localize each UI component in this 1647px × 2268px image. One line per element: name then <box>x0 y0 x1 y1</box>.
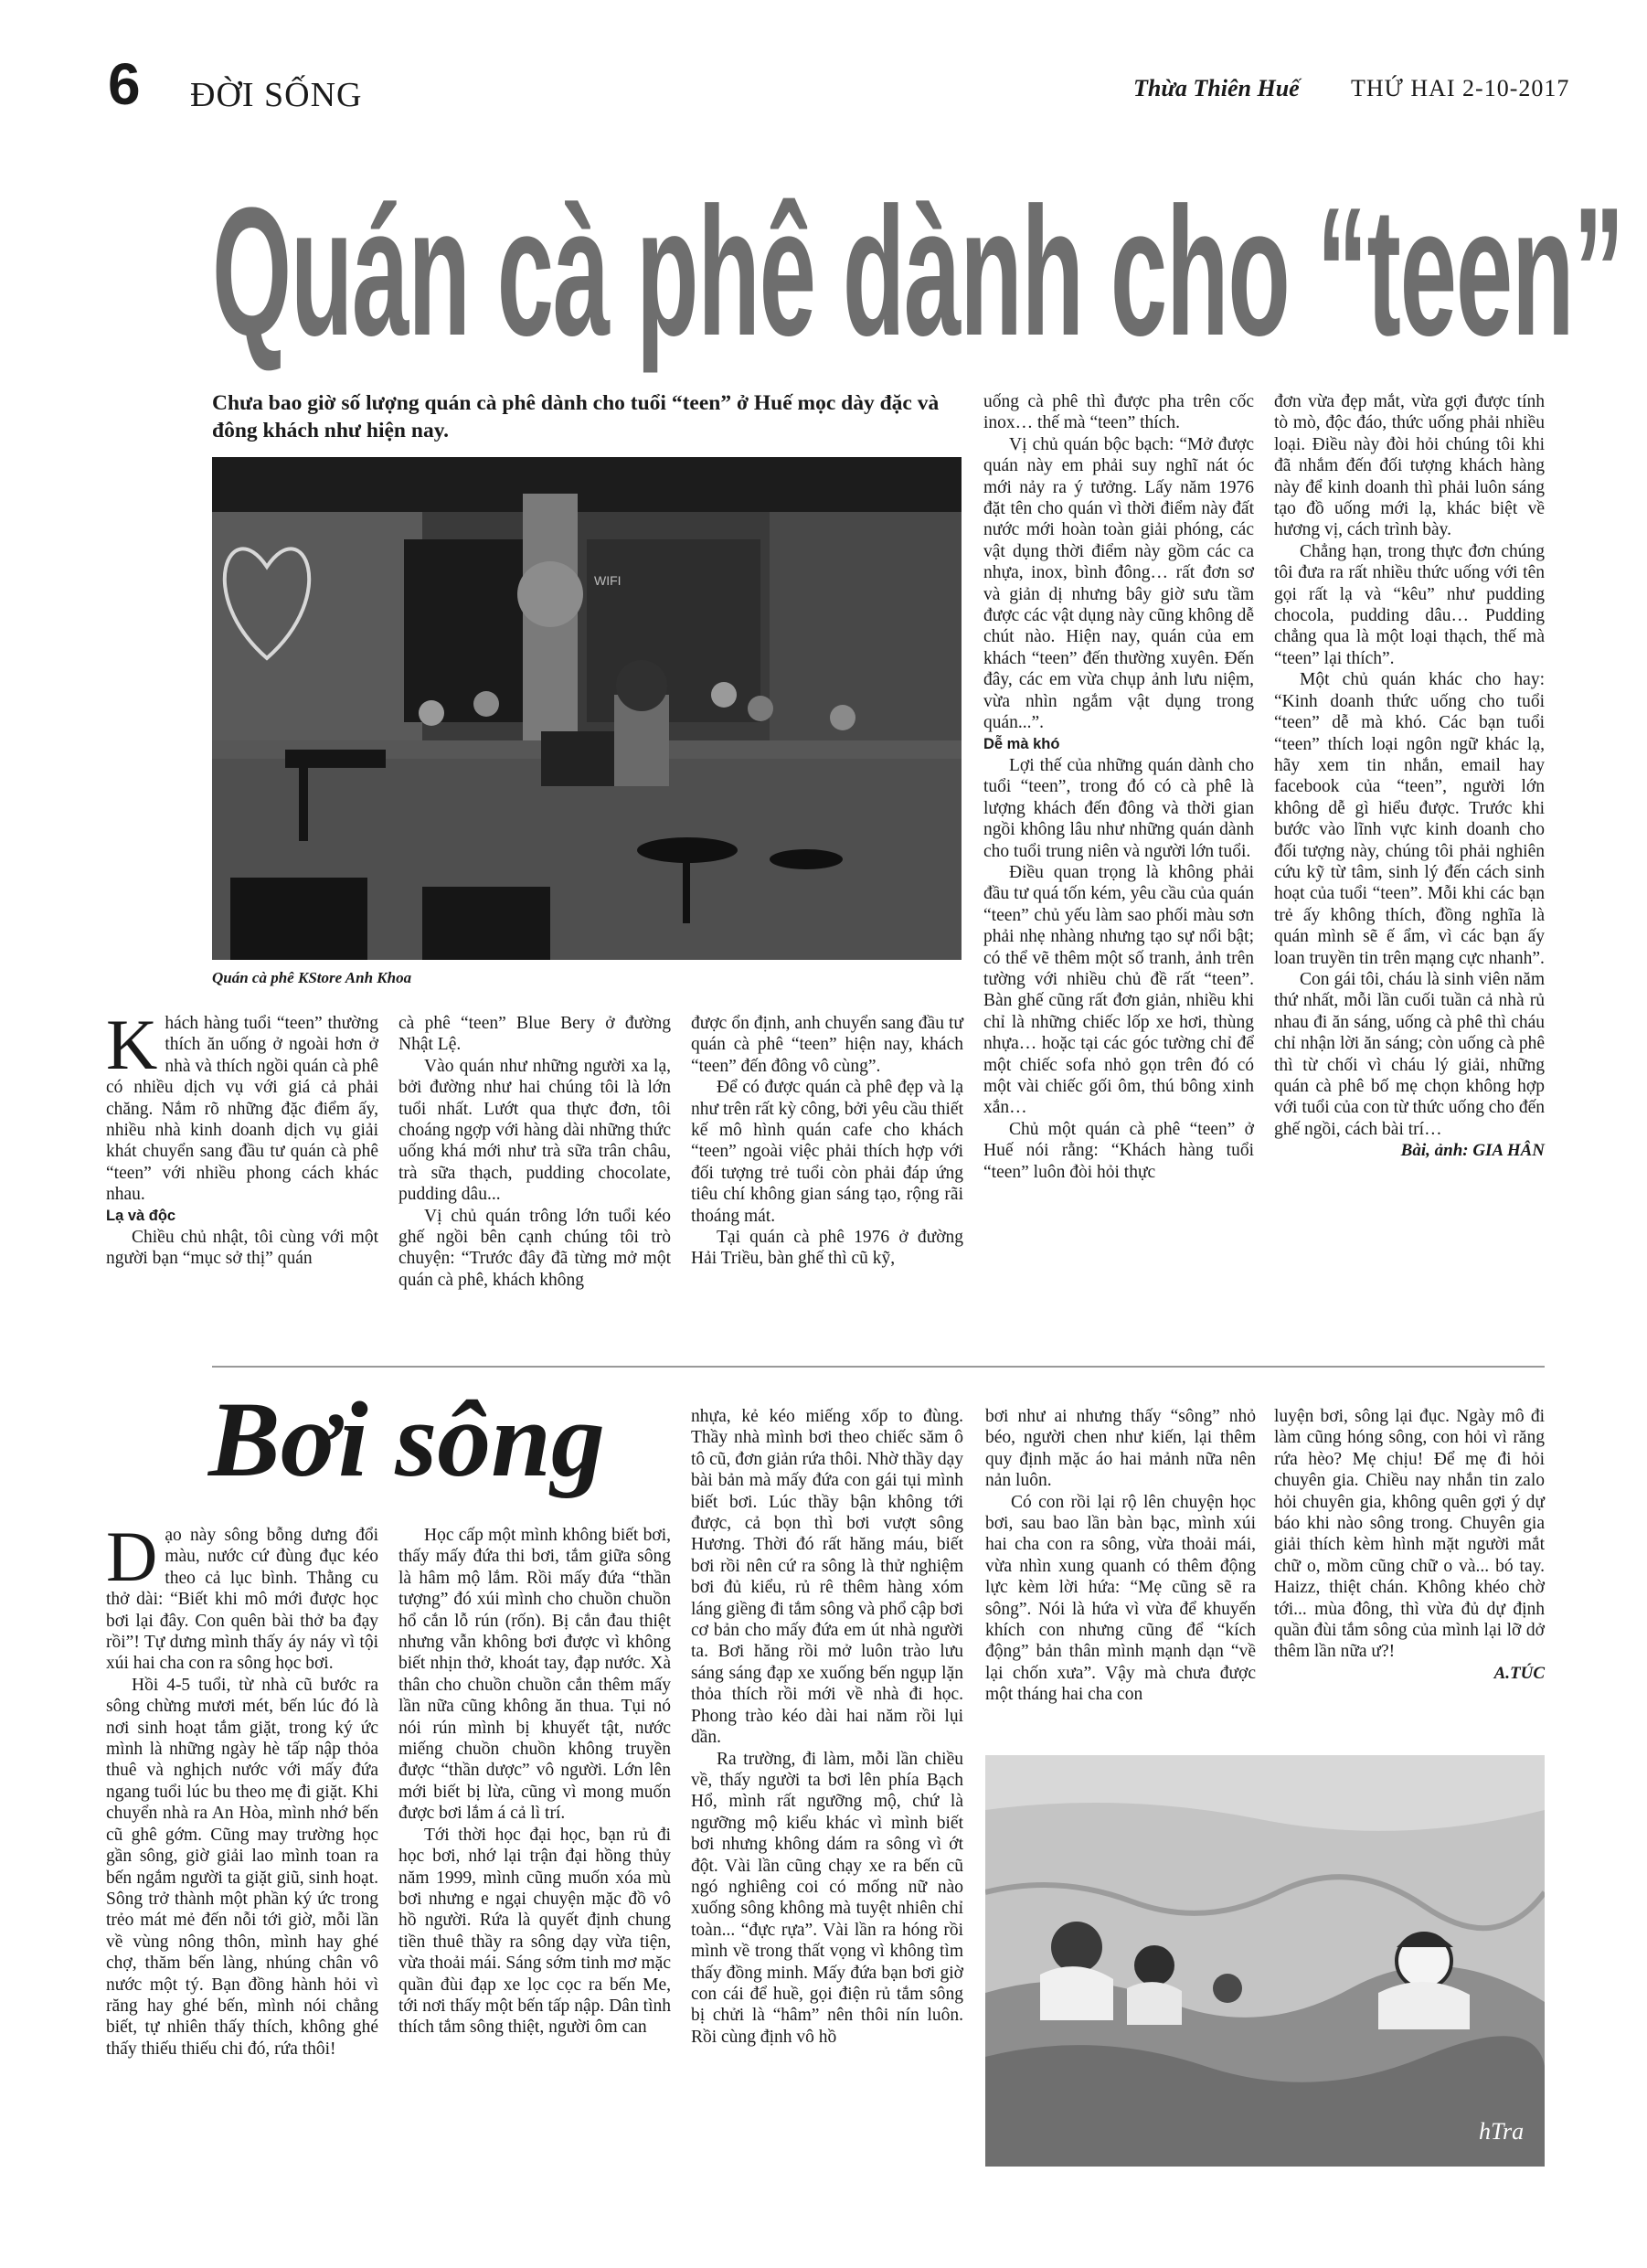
article-lede: Chưa bao giờ số lượng quán cà phê dành cho tuổi “teen” ở Huế mọc dày đặc và đông khách như hiện nay. <box>212 391 940 442</box>
paragraph: luyện bơi, sông lại đục. Ngày mô đi làm cũng hóng sông, con hỏi vì răng rứa hèo? Mẹ chịu! Để mẹ đi hỏi chuyên gia. Chiều nay nhắn tin zalo hỏi chuyên gia, không quên gợi ý dự báo khi nào sông trong. Chuyên gia giải thích kèm hình mặt người mắt chữ o, mồm cũng chữ o và... bó tay. Haizz, thiệt chán. Không khéo chờ tới... mùa đông, thì vừa đủ dự định quần đùi tắm sông của mình lại lỡ dở thêm lần nữa ư?! <box>1274 1407 1545 1662</box>
newspaper-name: Thừa Thiên Huế <box>1133 75 1300 101</box>
article-headline: Bơi sông <box>208 1379 605 1499</box>
paragraph: cà phê “teen” Blue Bery ở đường Nhật Lệ. <box>398 1014 671 1055</box>
article1-column-5 <box>1274 391 1545 1162</box>
article2-column-4 <box>985 1406 1256 1706</box>
paragraph: Học cấp một mình không biết bơi, thấy mấy đứa thi bơi, tắm giữa sông là hâm mộ lắm. Rồi mấy đứa “thần tượng” đó xúi mình cho chuồn chuồn hổ cắn lỗ rún (rốn). Bị cắn đau thiệt nhưng vẫn không bơi được vì không biết nhịn thở, khoát tay, đạp nước. Xà thân cho chuồn chuồn cắn thêm mấy lần nữa cũng không ăn thua. Tụi nó nói rún mình bị khuyết tật, nước miếng chuồn chuồn không truyền được “thần dược” vô người. Lớn lên mới biết bị lừa, cũng vì mong muốn được bơi lắm á cả lì trí. <box>398 1526 671 1824</box>
article1-column-4 <box>983 391 1254 1183</box>
paragraph: Tới thời học đại học, bạn rủ đi học bơi, nhớ lại trận đại hồng thủy năm 1999, mình cũng muốn xóa mù bơi nhưng e ngại chuyện mặc đồ vô hồ người. Rứa là quyết định chung tiền thuê thầy ra sông dạy vừa tiện, vừa thoải mái. Sáng sớm tinh mơ mặc quần đùi đạp xe lọc cọc ra bến Me, tới nơi thấy một bến tấp nập. Dân tình thích tắm sông thiệt, người ôm can <box>398 1825 671 2038</box>
paragraph: đơn vừa đẹp mắt, vừa gợi được tính tò mò, độc đáo, thức uống phải nhiều loại. Điều này đòi hỏi chúng tôi khi đã nhắm đến đối tượng khách hàng này để kinh doanh thì phải luôn sáng tạo đồ uống mới lạ, khác biệt về hương vị, cách trình bày. <box>1274 392 1545 540</box>
article2-column-1 <box>106 1517 378 2060</box>
paragraph: Có con rồi lại rộ lên chuyện học bơi, sau bao lần bàn bạc, mình xúi hai cha con ra sông, vừa thoải mái, vừa nhìn xung quanh có thêm động lực kèm lời hứa: “Mẹ cũng sẽ ra sông”. Nói là hứa vì vừa để khuyến khích con nhưng cũng để “kích động” bản thân mình mạnh dạn “về lại chốn xưa”. Vậy mà chưa được một tháng hai cha con <box>985 1492 1256 1705</box>
photo-caption: Quán cà phê KStore Anh Khoa <box>212 969 412 986</box>
paragraph: ạo này sông bỗng dưng đổi màu, nước cứ đùng đục kéo theo cả lục bình. Thằng cu thở dài: “Biết khi mô mới được học bơi lại đây. Con quên bài thở ba đạy rồi”! Tự dưng mình thấy áy náy vì tội xúi hai cha con ra sông học bơi. <box>106 1526 378 1674</box>
article2-column-5 <box>1274 1406 1545 1684</box>
paragraph: uống cà phê thì được pha trên cốc inox… thế mà “teen” thích. <box>983 392 1254 433</box>
paragraph: hách hàng tuổi “teen” thường thích ăn uống ở ngoài hơn ở nhà và thích ngồi quán cà phê có nhiều dịch vụ với giá cả phải chăng. Nắm rõ những đặc điểm ấy, nhiều nhà kinh doanh dịch vụ giải khát chuyển sang đầu tư quán cà phê “teen” với nhiều phong cách khác nhau. <box>106 1014 378 1205</box>
paragraph: Vị chủ quán bộc bạch: “Mở được quán này em phải suy nghĩ nát óc mới nảy ra ý tưởng. Lấy năm 1976 đặt tên cho quán vì thời điểm này đất nước mới hoàn toàn giải phóng, các vật dụng thời điểm này gồm các ca nhựa, inox, bình đông… rất đơn sơ và giản dị nhưng bây giờ sưu tầm được các vật dụng này cũng không dễ chút nào. Hiện nay, quán của em khách “teen” đến thường xuyên. Đến đây, các em vừa chụp ảnh lưu niệm, vừa nhìn ngắm vật dụng trong quán...”. <box>983 434 1254 733</box>
paragraph: Lợi thế của những quán dành cho tuổi “teen”, trong đó có cà phê là lượng khách đến đông và thời gian ngồi không lâu như những quán dành cho tuổi trung niên và người lớn tuổi. <box>983 755 1254 861</box>
cafe-photo <box>212 457 962 960</box>
article1-column-1 <box>106 1005 378 1270</box>
subheading: Dễ mà khó <box>983 735 1060 752</box>
paragraph: được ổn định, anh chuyển sang đầu tư quán cà phê “teen” hiện nay, khách “teen” đến đông vô cùng”. <box>691 1014 963 1076</box>
paragraph: Vị chủ quán trông lớn tuổi kéo ghế ngồi bên cạnh chúng tôi trò chuyện: “Trước đây đã từng mở một quán cà phê, khách không <box>398 1206 671 1290</box>
section-name: ĐỜI SỐNG <box>190 76 363 114</box>
dropcap: K <box>106 1005 158 1084</box>
paragraph: Để có được quán cà phê đẹp và lạ như trên rất kỳ công, bởi yêu cầu thiết kế mô hình quán cafe cho khách “teen” ngoài việc phải thích hợp với đối tượng trẻ tuổi còn phải đáp ứng tiêu chí không gian sáng tạo, rộng rãi thoáng mát. <box>691 1078 963 1226</box>
issue-date: THỨ HAI 2-10-2017 <box>1351 75 1570 101</box>
paragraph: Tại quán cà phê 1976 ở đường Hải Triều, bàn ghế thì cũ kỹ, <box>691 1228 963 1269</box>
paragraph: Chủ một quán cà phê “teen” ở Huế nói rằng: “Khách hàng tuổi “teen” luôn đòi hỏi thực <box>983 1119 1254 1182</box>
article1-column-2 <box>398 1013 671 1291</box>
byline: Bài, ảnh: GIA HÂN <box>1400 1141 1545 1161</box>
page-number: 6 <box>108 51 141 117</box>
swimming-illustration <box>985 1755 1545 2167</box>
illustration-signature: hTra <box>1479 2118 1525 2145</box>
paragraph: Hồi 4-5 tuổi, từ nhà cũ bước ra sông chừng mươi mét, bến lúc đó là nơi sinh hoạt tắm giặt, trong ký ức mình là những ngày hè tấp nập thỏa thuê và nghịch nước với mấy đứa ngang tuổi lúc bu theo mẹ đi giặt. Khi chuyển nhà ra An Hòa, mình nhớ bến cũ ghê gớm. Cũng may trường học gần sông, giờ giải lao mình toan ra bến ngắm người ta giặt giũ, sinh hoạt. Sông trở thành một phần ký ức trong trẻo mát mẻ đến nỗi tới giờ, mỗi lần về vùng nông thôn, mình hay ghé chợ, thăm bến làng, nhúng chân vô nước một tý. Bạn đồng hành hỏi vì răng hay ghé bến, mình nói chẳng biết, tự nhiên thấy thích, không ghé thấy thiếu thiếu chi đó, rứa thôi! <box>106 1675 378 2059</box>
article-headline: Quán cà phê dành cho “teen” <box>212 170 1624 374</box>
paragraph: Ra trường, đi làm, mỗi lần chiều về, thấy người ta bơi lên phía Bạch Hổ, mình rất ngưỡng mộ, chứ là ngưỡng mộ kiểu khác vì mình biết bơi nhưng không dám ra sông vì ớt đột. Vài lần cũng chạy xe ra bến cũ ngó nghiêng coi có mống nữ nào xuống sông không mà tuyệt nhiên chỉ toàn... “đực rựa”. Vài lần ra hóng rồi mình về trong thất vọng vì không tìm thấy đồng minh. Mấy đứa bạn bơi giờ con cái để huề, gọi điện rủ tắm sông bị chửi là “hâm” nên thôi nín luôn. Rồi cùng định vô hồ <box>691 1749 963 2047</box>
subheading: Lạ và độc <box>106 1207 176 1224</box>
article2-column-2 <box>398 1525 671 2039</box>
section-divider <box>212 1366 1545 1368</box>
paragraph: Vào quán như những người xa lạ, bởi đường như hai chúng tôi là lớn tuổi nhất. Lướt qua thực đơn, tôi choáng ngợp với hàng dài những thức uống khá mới như trà sữa trân châu, trà sữa thạch, pudding chocolate, pudding dâu... <box>398 1056 671 1205</box>
paragraph: Điều quan trọng là không phải đầu tư quá tốn kém, yêu cầu của quán “teen” chủ yếu làm sao phối màu sơn phải nhẹ nhàng nhưng tạo sự nổi bật; có thể vẽ thêm một số tranh, ảnh trên tường với nhiều chủ đề rất “teen”. Bàn ghế cũng rất đơn giản, nhiều khi chỉ là những chiếc lốp xe hơi, thùng nhựa… hoặc tại các góc tường chỉ để một chiếc sofa nhỏ gọn trên đó có một vài chiếc gối ôm, thú bông xinh xắn… <box>983 862 1254 1118</box>
byline: A.TÚC <box>1493 1663 1545 1683</box>
article1-column-3 <box>691 1013 963 1270</box>
paragraph: Một chủ quán khác cho hay: “Kinh doanh thức uống cho tuổi “teen” dễ mà khó. Các bạn tuổi “teen” thích loại ngôn ngữ khác lạ, hãy xem tin nhắn, email hay facebook của “teen”, người lớn không dễ gì hiểu được. Trước khi bước vào lĩnh vực kinh doanh cho đối tượng này, chúng tôi phải nghiên cứu kỹ từ tâm, sinh lý đến cách sinh hoạt của tuổi “teen”. Mỗi khi các bạn trẻ ấy không thích, đồng nghĩa là quán mình sẽ ế ẩm, vì các bạn ấy loan truyền tin trên mạng cực nhanh”. <box>1274 670 1545 968</box>
paragraph: nhựa, kẻ kéo miếng xốp to đùng. Thầy nhà mình bơi theo chiếc săm ô tô cũ, đơn giản rứa thôi. Nhờ thầy dạy bài bản mà mấy đứa con gái tụi mình biết bơi. Lúc thầy bận không tới được, cả bọn thì bơi vượt sông Hương. Thời đó rất hăng máu, biết bơi rồi nên cứ ra sông là thử nghiệm bơi đủ kiểu, rủ rê thêm hàng xóm láng giềng đi tắm sông và phổ cập bơi cơ bản cho mấy đứa em út nhà người ta. Bơi hăng rồi mở luôn trào lưu sáng sáng đạp xe xuống bến ngụp lặn thỏa thích rồi mới về nhà đi học. Phong trào kéo dài hai năm rồi lụi dần. <box>691 1407 963 1748</box>
paragraph: bơi như ai nhưng thấy “sông” nhỏ béo, người chen như kiến, lại thêm quy định mặc áo hai mảnh nữa nên nản luôn. <box>985 1407 1256 1491</box>
paragraph: Con gái tôi, cháu là sinh viên năm thứ nhất, mỗi lần cuối tuần cả nhà rủ nhau đi ăn sáng, uống cà phê thì cháu chỉ nhận lời ăn sáng; còn uống cà phê thì từ chối vì cháu lý giải, những quán cà phê bố mẹ chọn không hợp với tuổi của con từ thức uống cho đến ghế ngồi, cách bài trí… <box>1274 969 1545 1139</box>
photo-sign-text: WIFI <box>594 573 622 588</box>
article2-column-3 <box>691 1406 963 2048</box>
paragraph: Chiều chủ nhật, tôi cùng với một người bạn “mục sở thị” quán <box>106 1228 378 1269</box>
paragraph: Chẳng hạn, trong thực đơn chúng tôi đưa ra rất nhiều thức uống với tên gọi rất lạ và “kêu” như pudding chocola, pudding dâu… Pudding chẳng qua là một loại thạch, thế mà “teen” lại thích”. <box>1274 541 1545 668</box>
dropcap: D <box>106 1517 158 1596</box>
